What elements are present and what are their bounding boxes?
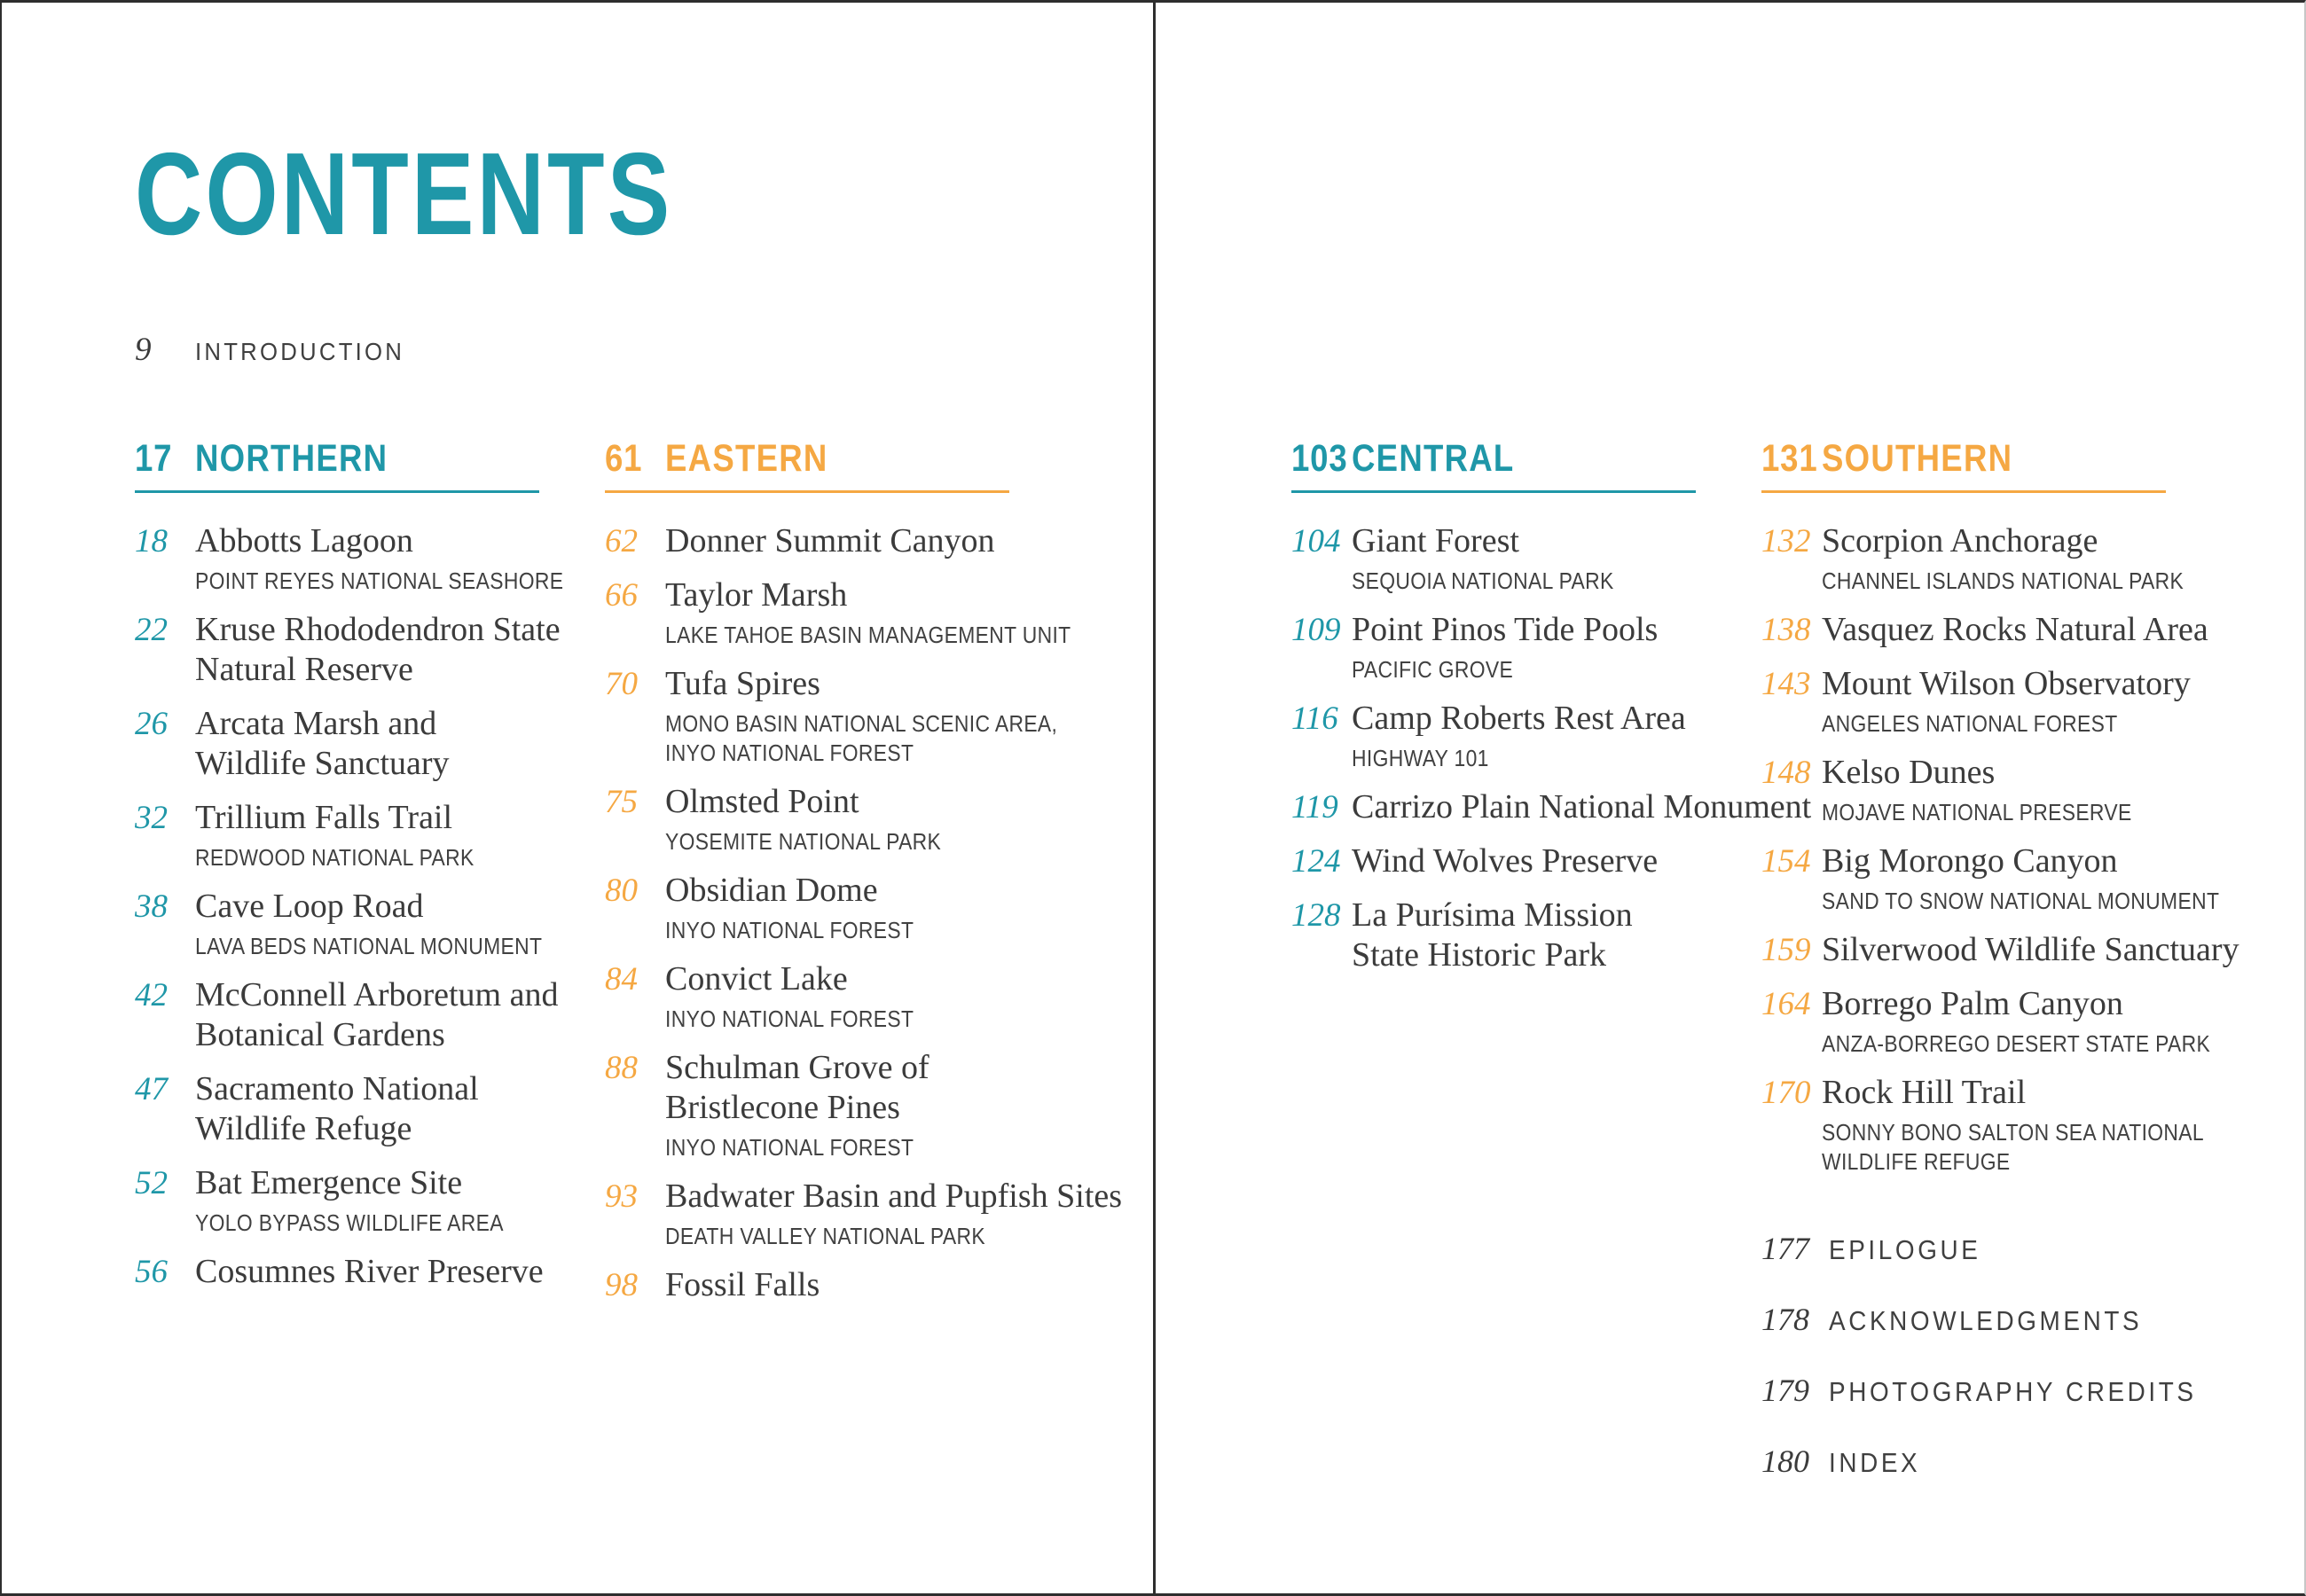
entry-subtitle bbox=[665, 621, 1102, 650]
entry-subtitle-line: YOSEMITE NATIONAL PARK bbox=[665, 828, 942, 855]
entry-title: Bat Emergence Site bbox=[195, 1164, 463, 1201]
end-matter-item bbox=[1761, 1372, 2238, 1411]
entry-title: Bristlecone Pines bbox=[665, 1089, 900, 1126]
toc-entry bbox=[605, 1177, 1123, 1251]
entry-subtitle-line: PACIFIC GROVE bbox=[1352, 656, 1514, 683]
entry-subtitle-line: SONNY BONO SALTON SEA NATIONAL bbox=[1822, 1119, 2204, 1146]
page-left bbox=[2, 3, 1155, 1596]
section-underline bbox=[1291, 490, 1696, 493]
entry-body bbox=[1822, 1073, 2256, 1177]
toc-entry bbox=[605, 521, 1102, 561]
entry-page-number: 138 bbox=[1761, 612, 1811, 648]
toc-entry bbox=[1761, 753, 2258, 827]
toc-section-southern bbox=[1761, 439, 2258, 1556]
entry-subtitle-line: HIGHWAY 101 bbox=[1352, 745, 1489, 771]
entry-body bbox=[1822, 984, 2258, 1059]
entry-body bbox=[665, 782, 979, 857]
entry-body bbox=[195, 1163, 545, 1238]
entry-title: Natural Reserve bbox=[195, 651, 413, 688]
entry-page-number: 62 bbox=[605, 523, 638, 559]
entry-title: Schulman Grove of bbox=[665, 1049, 929, 1086]
entry-page-number: 32 bbox=[135, 800, 168, 836]
entry-title: Vasquez Rocks Natural Area bbox=[1822, 611, 2208, 648]
section-entries bbox=[605, 521, 1123, 1305]
entry-title: Kruse Rhododendron State bbox=[195, 611, 561, 648]
entry-subtitle bbox=[665, 1005, 948, 1034]
section-entries bbox=[1761, 521, 2258, 1177]
toc-section-eastern bbox=[605, 437, 1123, 1556]
entry-title: Wind Wolves Preserve bbox=[1352, 842, 1659, 880]
entry-body bbox=[195, 975, 558, 1055]
entry-body bbox=[195, 1252, 544, 1292]
entry-subtitle-line: MOJAVE NATIONAL PRESERVE bbox=[1822, 799, 2132, 825]
toc-entry bbox=[1291, 896, 1788, 975]
entry-subtitle-line: SEQUOIA NATIONAL PARK bbox=[1352, 567, 1614, 594]
toc-entry bbox=[1291, 699, 1788, 773]
end-matter-page-number: 180 bbox=[1761, 1443, 1809, 1479]
entry-body bbox=[1822, 664, 2191, 739]
entry-body bbox=[665, 1265, 820, 1305]
entry-page-number: 109 bbox=[1291, 612, 1341, 648]
section-title: SOUTHERN bbox=[1822, 437, 2013, 480]
entry-body bbox=[195, 610, 561, 690]
entry-body bbox=[1822, 610, 2208, 650]
entry-body bbox=[195, 887, 590, 961]
entry-page-number: 70 bbox=[605, 666, 638, 702]
entry-page-number: 116 bbox=[1291, 700, 1338, 737]
toc-entry bbox=[135, 704, 631, 784]
entry-page-number: 98 bbox=[605, 1267, 638, 1303]
entry-title: Giant Forest bbox=[1352, 522, 1519, 559]
page-title: CONTENTS bbox=[135, 129, 673, 259]
toc-entry bbox=[135, 1163, 631, 1238]
entry-body bbox=[1352, 841, 1658, 881]
toc-entry bbox=[135, 610, 631, 690]
toc-entry bbox=[1291, 787, 1812, 827]
section-underline bbox=[135, 490, 539, 493]
entry-body bbox=[1352, 699, 1686, 773]
section-entries bbox=[1291, 521, 1812, 975]
end-matter-label: EPILOGUE bbox=[1829, 1234, 1981, 1265]
entry-subtitle-line: LAKE TAHOE BASIN MANAGEMENT UNIT bbox=[665, 622, 1071, 648]
entry-body bbox=[1352, 787, 1812, 827]
end-matter-item bbox=[1761, 1301, 2238, 1340]
entry-body bbox=[665, 871, 948, 945]
entry-subtitle bbox=[195, 843, 513, 872]
toc-entry bbox=[1761, 610, 2258, 650]
section-title: EASTERN bbox=[665, 437, 828, 480]
entry-title: Camp Roberts Rest Area bbox=[1352, 700, 1686, 737]
entry-subtitle bbox=[1822, 709, 2191, 739]
entry-page-number: 38 bbox=[135, 888, 168, 925]
entry-body bbox=[1822, 841, 2258, 916]
entry-body bbox=[195, 798, 513, 872]
toc-entry bbox=[605, 664, 1102, 768]
entry-body bbox=[665, 521, 995, 561]
entry-page-number: 66 bbox=[605, 577, 638, 614]
entry-subtitle bbox=[1352, 655, 1658, 685]
entry-page-number: 80 bbox=[605, 872, 638, 909]
entry-subtitle bbox=[195, 567, 614, 596]
section-header bbox=[1291, 439, 1788, 478]
entry-title: Rock Hill Trail bbox=[1822, 1074, 2027, 1111]
entry-page-number: 88 bbox=[605, 1050, 638, 1086]
entry-subtitle bbox=[665, 827, 979, 857]
entry-subtitle-line: SAND TO SNOW NATIONAL MONUMENT bbox=[1822, 888, 2220, 914]
entry-title: Big Morongo Canyon bbox=[1822, 842, 2118, 880]
toc-entry bbox=[1761, 664, 2258, 739]
entry-title: Olmsted Point bbox=[665, 783, 859, 820]
entry-subtitle bbox=[665, 1133, 948, 1162]
entry-body bbox=[1352, 521, 1650, 596]
entry-title: Fossil Falls bbox=[665, 1266, 820, 1303]
page-right bbox=[1155, 3, 2306, 1596]
entry-title: Scorpion Anchorage bbox=[1822, 522, 2098, 559]
entry-title: Mount Wilson Observatory bbox=[1822, 665, 2191, 702]
toc-entry bbox=[1291, 521, 1788, 596]
section-header bbox=[1761, 439, 2258, 478]
entry-title: Kelso Dunes bbox=[1822, 754, 1996, 791]
section-page-number: 61 bbox=[605, 437, 643, 480]
entry-title: Donner Summit Canyon bbox=[665, 522, 995, 559]
entry-subtitle-line: ANZA-BORREGO DESERT STATE PARK bbox=[1822, 1030, 2211, 1057]
entry-page-number: 159 bbox=[1761, 932, 1811, 968]
entry-body bbox=[1822, 521, 2233, 596]
entry-page-number: 56 bbox=[135, 1254, 168, 1290]
introduction-label: INTRODUCTION bbox=[195, 338, 405, 365]
entry-subtitle bbox=[1822, 887, 2258, 916]
entry-page-number: 148 bbox=[1761, 755, 1811, 791]
entry-page-number: 42 bbox=[135, 977, 168, 1013]
entry-page-number: 128 bbox=[1291, 897, 1341, 934]
entry-body bbox=[665, 664, 1102, 768]
toc-entry bbox=[135, 521, 631, 596]
section-header bbox=[135, 439, 631, 478]
entry-title: Obsidian Dome bbox=[665, 872, 878, 909]
toc-entry bbox=[605, 575, 1102, 650]
entry-page-number: 119 bbox=[1291, 789, 1338, 825]
entry-body bbox=[1352, 610, 1658, 685]
entry-page-number: 47 bbox=[135, 1071, 168, 1107]
toc-entry bbox=[1761, 521, 2258, 596]
entry-title: McConnell Arboretum and bbox=[195, 976, 559, 1013]
entry-subtitle-line: INYO NATIONAL FOREST bbox=[665, 917, 914, 943]
entry-subtitle-line: MONO BASIN NATIONAL SCENIC AREA, bbox=[665, 710, 1058, 737]
entry-subtitle-line: INYO NATIONAL FOREST bbox=[665, 1134, 914, 1161]
entry-title: Cosumnes River Preserve bbox=[195, 1253, 544, 1290]
entry-title: Trillium Falls Trail bbox=[195, 799, 453, 836]
entry-title: Sacramento National bbox=[195, 1070, 479, 1107]
entry-subtitle-line: INYO NATIONAL FOREST bbox=[665, 1005, 914, 1032]
entry-subtitle-line: CHANNEL ISLANDS NATIONAL PARK bbox=[1822, 567, 2184, 594]
section-underline bbox=[605, 490, 1009, 493]
toc-entry bbox=[135, 798, 631, 872]
entry-body bbox=[195, 1069, 479, 1149]
toc-entry bbox=[1761, 930, 2258, 970]
section-header bbox=[605, 439, 1102, 478]
entry-page-number: 75 bbox=[605, 784, 638, 820]
toc-entry bbox=[605, 871, 1102, 945]
toc-entry bbox=[605, 959, 1102, 1034]
end-matter-label: ACKNOWLEDGMENTS bbox=[1829, 1305, 2143, 1336]
entry-body bbox=[665, 1048, 948, 1162]
entry-subtitle-line: WILDLIFE REFUGE bbox=[1822, 1148, 2011, 1175]
entry-title: Cave Loop Road bbox=[195, 888, 424, 925]
section-title: CENTRAL bbox=[1352, 437, 1515, 480]
entry-body bbox=[1352, 896, 1633, 975]
toc-section-northern bbox=[135, 439, 631, 1556]
entry-subtitle bbox=[1822, 567, 2233, 596]
end-matter-item bbox=[1761, 1443, 2238, 1482]
entry-body bbox=[1822, 930, 2239, 970]
entry-page-number: 26 bbox=[135, 706, 168, 742]
entry-title: Arcata Marsh and bbox=[195, 705, 437, 742]
entry-page-number: 170 bbox=[1761, 1075, 1811, 1111]
entry-title: Silverwood Wildlife Sanctuary bbox=[1822, 931, 2239, 968]
end-matter-list bbox=[1761, 1230, 2238, 1514]
introduction-page-number: 9 bbox=[135, 332, 152, 368]
entry-page-number: 93 bbox=[605, 1178, 638, 1215]
entry-page-number: 52 bbox=[135, 1165, 168, 1201]
entry-title: La Purísima Mission bbox=[1352, 896, 1633, 934]
entry-body bbox=[195, 704, 450, 784]
toc-entry bbox=[1761, 984, 2258, 1059]
entry-page-number: 124 bbox=[1291, 843, 1341, 880]
entry-body bbox=[665, 575, 1102, 650]
entry-subtitle-line: INYO NATIONAL FOREST bbox=[665, 739, 914, 766]
entry-page-number: 22 bbox=[135, 612, 168, 648]
toc-entry bbox=[1761, 841, 2258, 916]
entry-page-number: 143 bbox=[1761, 666, 1811, 702]
entry-page-number: 164 bbox=[1761, 986, 1811, 1022]
toc-entry bbox=[605, 1265, 1102, 1305]
entry-subtitle bbox=[665, 1222, 1102, 1251]
entry-title: Point Pinos Tide Pools bbox=[1352, 611, 1659, 648]
end-matter-page-number: 178 bbox=[1761, 1302, 1809, 1337]
entry-subtitle-line: POINT REYES NATIONAL SEASHORE bbox=[195, 567, 564, 594]
toc-entry bbox=[135, 1069, 631, 1149]
entry-subtitle-line: ANGELES NATIONAL FOREST bbox=[1822, 710, 2118, 737]
entry-subtitle bbox=[1352, 567, 1650, 596]
entry-body bbox=[665, 1177, 1123, 1251]
entry-subtitle bbox=[665, 709, 1102, 768]
toc-entry bbox=[605, 1048, 1102, 1162]
end-matter-item bbox=[1761, 1230, 2238, 1269]
toc-entry bbox=[1761, 1073, 2258, 1177]
toc-entry bbox=[135, 1252, 631, 1292]
entry-title: Borrego Palm Canyon bbox=[1822, 985, 2123, 1022]
toc-entry bbox=[135, 975, 631, 1055]
entry-title: Abbotts Lagoon bbox=[195, 522, 413, 559]
toc-entry bbox=[1291, 841, 1788, 881]
entry-body bbox=[195, 521, 614, 596]
entry-title: Convict Lake bbox=[665, 960, 848, 998]
entry-page-number: 154 bbox=[1761, 843, 1811, 880]
entry-title: Tufa Spires bbox=[665, 665, 820, 702]
section-page-number: 131 bbox=[1761, 437, 1818, 480]
entry-body bbox=[665, 959, 948, 1034]
entry-page-number: 104 bbox=[1291, 523, 1341, 559]
end-matter-page-number: 179 bbox=[1761, 1373, 1809, 1408]
toc-entry bbox=[605, 782, 1102, 857]
entry-subtitle-line: LAVA BEDS NATIONAL MONUMENT bbox=[195, 933, 543, 959]
end-matter-label: INDEX bbox=[1829, 1447, 1921, 1478]
entry-subtitle-line: REDWOOD NATIONAL PARK bbox=[195, 844, 475, 871]
page-gutter-line bbox=[1153, 3, 1156, 1593]
entry-title: Botanical Gardens bbox=[195, 1016, 445, 1053]
section-entries bbox=[135, 521, 631, 1292]
section-underline bbox=[1761, 490, 2166, 493]
entry-page-number: 84 bbox=[605, 961, 638, 998]
entry-body bbox=[1822, 753, 2174, 827]
entry-subtitle bbox=[1352, 744, 1686, 773]
section-page-number: 17 bbox=[135, 437, 173, 480]
end-matter-page-number: 177 bbox=[1761, 1231, 1809, 1266]
toc-entry bbox=[1291, 610, 1788, 685]
entry-title: Badwater Basin and Pupfish Sites bbox=[665, 1177, 1123, 1215]
entry-subtitle bbox=[1822, 798, 2174, 827]
entry-title: Carrizo Plain National Monument bbox=[1352, 788, 1812, 825]
toc-entry bbox=[135, 887, 631, 961]
entry-page-number: 18 bbox=[135, 523, 168, 559]
introduction-row bbox=[135, 332, 423, 370]
section-page-number: 103 bbox=[1291, 437, 1348, 480]
section-title: NORTHERN bbox=[195, 437, 388, 480]
entry-subtitle bbox=[195, 1209, 545, 1238]
entry-subtitle-line: DEATH VALLEY NATIONAL PARK bbox=[665, 1223, 985, 1249]
entry-title: Wildlife Sanctuary bbox=[195, 745, 450, 782]
entry-page-number: 132 bbox=[1761, 523, 1811, 559]
entry-subtitle bbox=[195, 932, 590, 961]
entry-subtitle-line: YOLO BYPASS WILDLIFE AREA bbox=[195, 1209, 504, 1236]
entry-subtitle bbox=[1822, 1118, 2256, 1177]
entry-title: Wildlife Refuge bbox=[195, 1110, 412, 1147]
entry-subtitle bbox=[665, 916, 948, 945]
entry-subtitle bbox=[1822, 1029, 2258, 1059]
end-matter-label: PHOTOGRAPHY CREDITS bbox=[1829, 1376, 2197, 1407]
entry-title: State Historic Park bbox=[1352, 936, 1607, 974]
entry-title: Taylor Marsh bbox=[665, 576, 848, 614]
